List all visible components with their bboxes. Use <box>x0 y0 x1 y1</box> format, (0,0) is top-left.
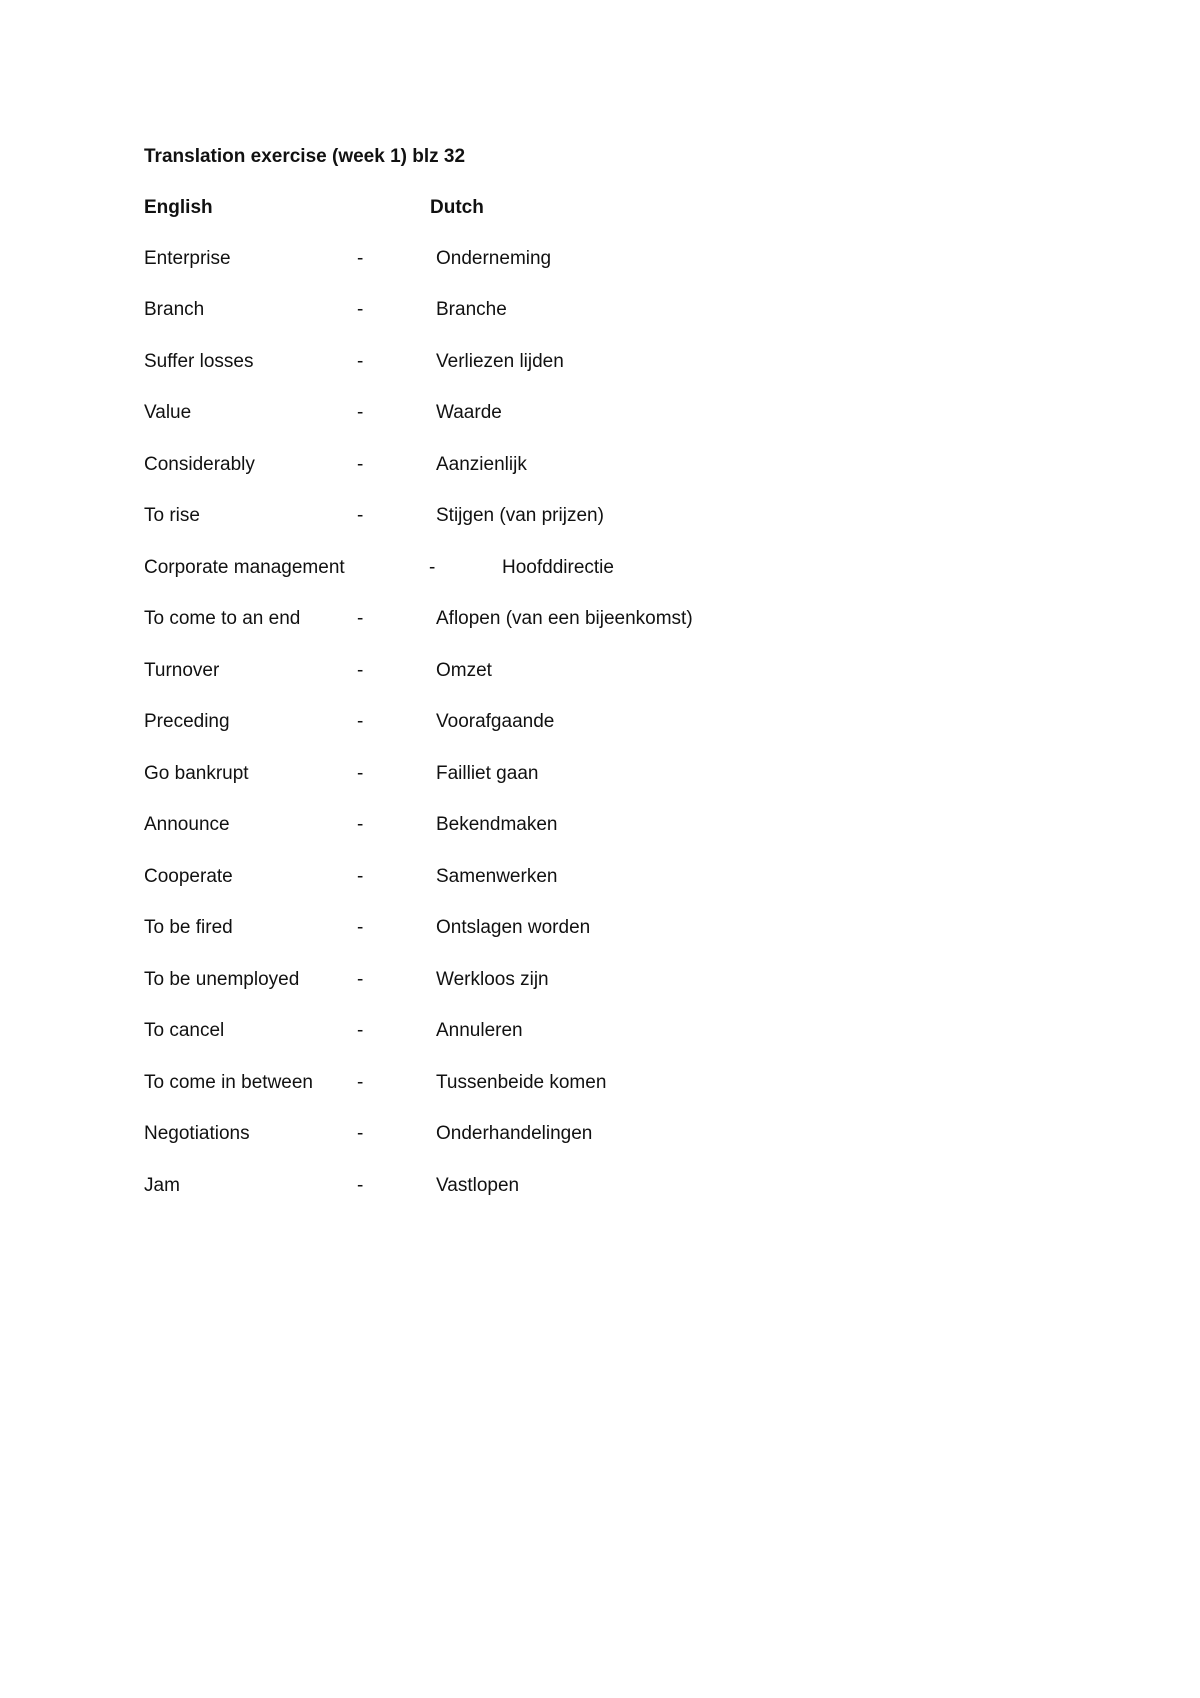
separator-dash: - <box>357 866 364 887</box>
english-term: Suffer losses <box>144 351 254 372</box>
dutch-term: Omzet <box>436 660 492 681</box>
vocab-row <box>0 1071 1200 1095</box>
dutch-term: Werkloos zijn <box>436 969 549 990</box>
dutch-term: Aanzienlijk <box>436 454 527 475</box>
dutch-term: Aflopen (van een bijeenkomst) <box>436 608 693 629</box>
vocab-row <box>0 968 1200 992</box>
vocab-row <box>0 350 1200 374</box>
dutch-term: Samenwerken <box>436 866 558 887</box>
vocab-row <box>0 1019 1200 1043</box>
vocab-row <box>0 865 1200 889</box>
header-english: English <box>144 197 213 218</box>
header-dutch: Dutch <box>430 197 484 218</box>
dutch-term: Waarde <box>436 402 502 423</box>
separator-dash: - <box>357 763 364 784</box>
vocab-row <box>0 298 1200 322</box>
english-term: Enterprise <box>144 248 231 269</box>
vocab-row <box>0 916 1200 940</box>
english-term: To come in between <box>144 1072 313 1093</box>
column-headers <box>0 196 1200 220</box>
dutch-term: Bekendmaken <box>436 814 558 835</box>
separator-dash: - <box>357 1020 364 1041</box>
separator-dash: - <box>357 402 364 423</box>
english-term: Considerably <box>144 454 255 475</box>
separator-dash: - <box>357 454 364 475</box>
vocab-row <box>0 710 1200 734</box>
english-term: To cancel <box>144 1020 225 1041</box>
english-term: Go bankrupt <box>144 763 249 784</box>
vocab-row <box>0 1174 1200 1198</box>
separator-dash: - <box>429 557 436 578</box>
dutch-term: Annuleren <box>436 1020 523 1041</box>
separator-dash: - <box>357 917 364 938</box>
english-term: Branch <box>144 299 205 320</box>
dutch-term: Stijgen (van prijzen) <box>436 505 604 526</box>
separator-dash: - <box>357 1072 364 1093</box>
separator-dash: - <box>357 660 364 681</box>
separator-dash: - <box>357 814 364 835</box>
vocab-row <box>0 504 1200 528</box>
separator-dash: - <box>357 608 364 629</box>
english-term: Value <box>144 402 192 423</box>
separator-dash: - <box>357 969 364 990</box>
vocab-row <box>0 762 1200 786</box>
separator-dash: - <box>357 1123 364 1144</box>
separator-dash: - <box>357 248 364 269</box>
dutch-term: Voorafgaande <box>436 711 555 732</box>
separator-dash: - <box>357 1175 364 1196</box>
vocab-row <box>0 401 1200 425</box>
dutch-term: Onderhandelingen <box>436 1123 593 1144</box>
dutch-term: Branche <box>436 299 507 320</box>
english-term: Preceding <box>144 711 230 732</box>
english-term: Negotiations <box>144 1123 250 1144</box>
english-term: To be unemployed <box>144 969 300 990</box>
separator-dash: - <box>357 505 364 526</box>
vocab-row <box>0 1122 1200 1146</box>
document-title: Translation exercise (week 1) blz 32 <box>144 146 466 167</box>
english-term: To come to an end <box>144 608 301 629</box>
separator-dash: - <box>357 711 364 732</box>
vocab-row <box>0 607 1200 631</box>
dutch-term: Verliezen lijden <box>436 351 564 372</box>
vocab-row <box>0 247 1200 271</box>
dutch-term: Vastlopen <box>436 1175 520 1196</box>
separator-dash: - <box>357 299 364 320</box>
vocab-row <box>0 659 1200 683</box>
dutch-term: Ontslagen worden <box>436 917 591 938</box>
english-term: To rise <box>144 505 200 526</box>
separator-dash: - <box>357 351 364 372</box>
english-term: Cooperate <box>144 866 233 887</box>
dutch-term: Tussenbeide komen <box>436 1072 607 1093</box>
english-term: Jam <box>144 1175 180 1196</box>
english-term: To be fired <box>144 917 233 938</box>
vocab-row <box>0 556 1200 580</box>
dutch-term: Failliet gaan <box>436 763 539 784</box>
dutch-term: Onderneming <box>436 248 552 269</box>
english-term: Corporate management <box>144 557 345 578</box>
english-term: Announce <box>144 814 230 835</box>
english-term: Turnover <box>144 660 220 681</box>
vocab-row <box>0 813 1200 837</box>
vocab-row <box>0 453 1200 477</box>
dutch-term: Hoofddirectie <box>502 557 614 578</box>
